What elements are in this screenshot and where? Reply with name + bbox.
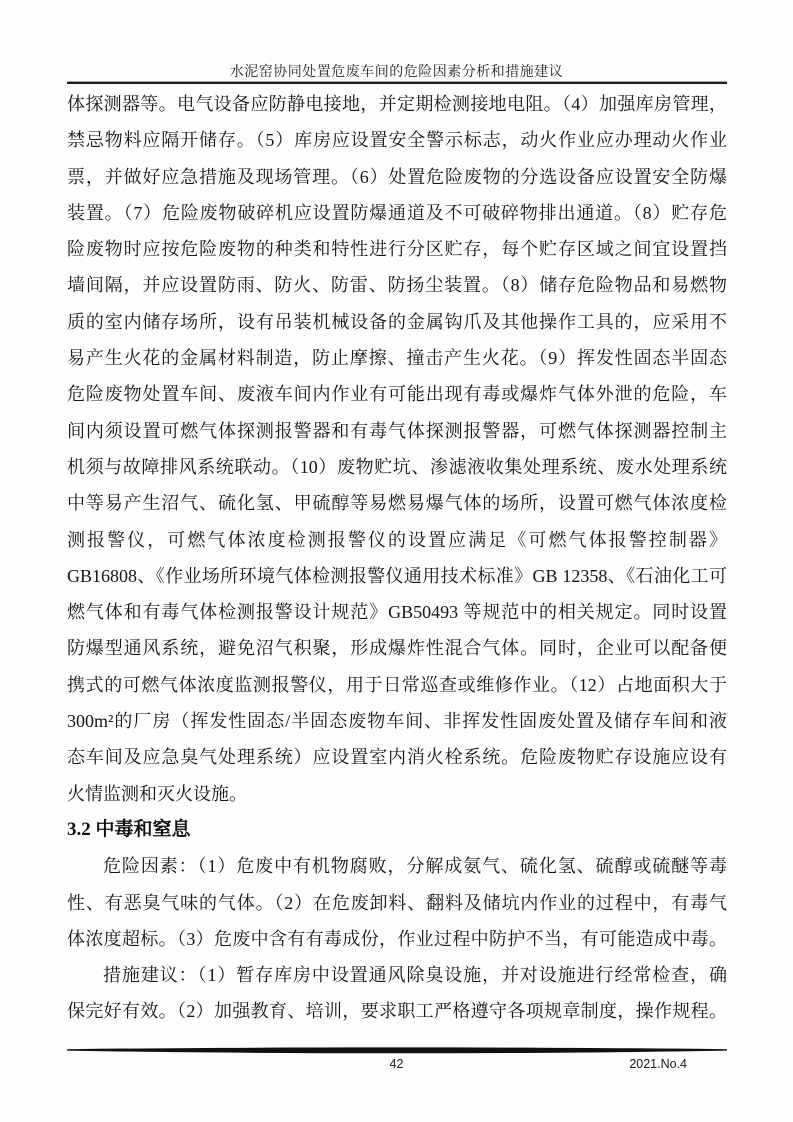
section-heading: 3.2 中毒和窒息: [67, 818, 191, 840]
text-line: 中等易产生沼气、硫化氢、甲硫醇等易燃易爆气体的场所，设置可燃气体浓度检: [67, 493, 727, 514]
text-line: 险废物时应按危险废物的种类和特性进行分区贮存，每个贮存区域之间宜设置挡: [67, 239, 727, 260]
text-line: 危险因素：（1）危废中有机物腐败，分解成氨气、硫化氢、硫醇或硫醚等毒: [103, 856, 727, 877]
text-line: 火情监测和灭火设施。: [67, 783, 247, 804]
text-line: 保完好有效。（2）加强教育、培训，要求职工严格遵守各项规章制度，操作规程。: [67, 1001, 727, 1022]
text-line: 墙间隔，并应设置防雨、防火、防雷、防扬尘装置。（8）储存危险物品和易燃物: [67, 275, 727, 296]
text-line: 防爆型通风系统，避免沼气积聚，形成爆炸性混合气体。同时，企业可以配备便: [67, 638, 727, 659]
header-rule: [67, 81, 727, 84]
text-line: 体探测器等。电气设备应防静电接地，并定期检测接地电阻。（4）加强库房管理，: [67, 94, 727, 114]
text-line: 易产生火花的金属材料制造，防止摩擦、撞击产生火花。（9）挥发性固态半固态: [67, 348, 727, 369]
text-line: 性、有恶臭气味的气体。（2）在危废卸料、翻料及储坑内作业的过程中，有毒气: [67, 892, 727, 913]
text-line: GB16808、《作业场所环境气体检测报警仪通用技术标准》GB 12358、《石油化工可: [67, 565, 727, 586]
text-line: 措施建议：（1）暂存库房中设置通风除臭设施，并对设施进行经常检查，确: [103, 965, 727, 986]
text-line: 危险废物处置车间、废液车间内作业有可能出现有毒或爆炸气体外泄的危险，车: [67, 384, 727, 405]
text-line: 体浓度超标。（3）危废中含有有毒成份，作业过程中防护不当，有可能造成中毒。: [67, 928, 727, 949]
text-line: 质的室内储存场所，设有吊装机械设备的金属钩爪及其他操作工具的，应采用不: [67, 311, 727, 332]
text-line: 装置。（7）危险废物破碎机应设置防爆通道及不可破碎物排出通道。（8）贮存危: [67, 202, 727, 223]
issue-label: 2021.No.4: [629, 1057, 687, 1071]
article-body: [67, 86, 727, 1030]
text-line: 机须与故障排风系统联动。（10）废物贮坑、渗滤液收集处理系统、废水处理系统: [67, 456, 727, 477]
text-line: 间内须设置可燃气体探测报警器和有毒气体探测报警器，可燃气体探测器控制主: [67, 420, 727, 441]
footer-rule: [67, 1046, 727, 1056]
text-line: 票，并做好应急措施及现场管理。（6）处置危险废物的分选设备应设置安全防爆: [67, 166, 727, 187]
text-line: 测报警仪，可燃气体浓度检测报警仪的设置应满足《可燃气体报警控制器》: [67, 529, 727, 550]
text-line: 燃气体和有毒气体检测报警设计规范》GB50493 等规范中的相关规定。同时设置: [67, 602, 727, 623]
running-header-title: 水泥窑协同处置危废车间的危险因素分析和措施建议: [229, 65, 564, 80]
text-line: 300m²的厂房（挥发性固态/半固态废物车间、非挥发性固废处置及储存车间和液: [67, 711, 727, 732]
text-line: 态车间及应急臭气处理系统）应设置室内消火栓系统。危险废物贮存设施应设有: [67, 747, 727, 768]
page-number: 42: [389, 1057, 404, 1071]
text-line: 携式的可燃气体浓度监测报警仪，用于日常巡查或维修作业。（12）占地面积大于: [67, 674, 727, 695]
text-line: 禁忌物料应隔开储存。（5）库房应设置安全警示标志，动火作业应办理动火作业: [67, 130, 727, 151]
